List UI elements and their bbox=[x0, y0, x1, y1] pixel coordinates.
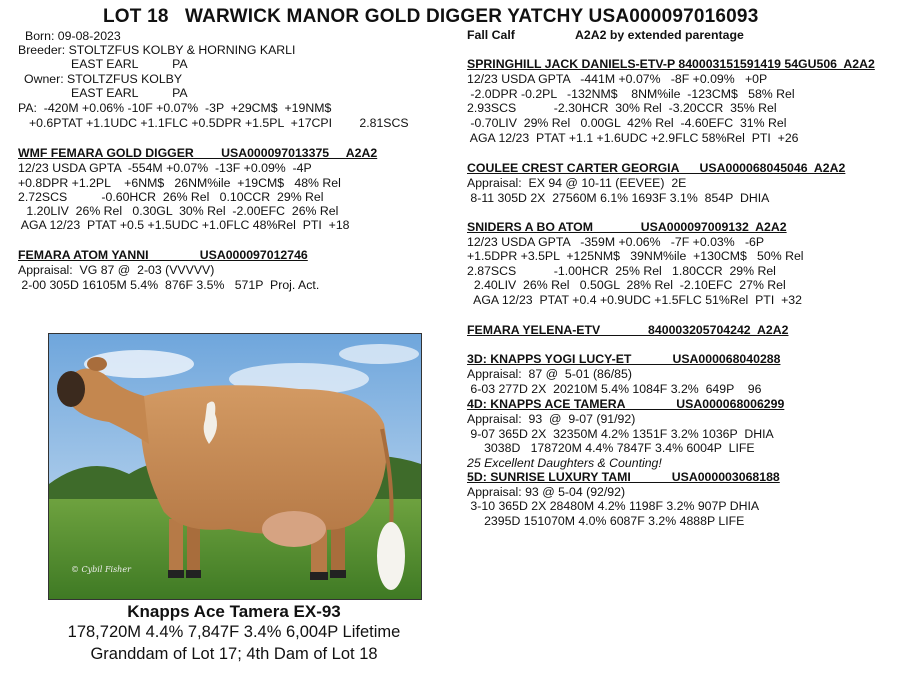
fifth-dam-line: 2395D 151070M 4.0% 6087F 3.2% 4888P LIFE bbox=[467, 514, 745, 528]
pa-line-1: PA: -420M +0.06% -10F +0.07% -3P +29CM$ +19NM$ bbox=[18, 101, 332, 115]
calf-type: Fall Calf bbox=[467, 28, 515, 42]
fourth-dam-line: 9-07 365D 2X 32350M 4.2% 1351F 3.2% 1036P DHIA bbox=[467, 427, 774, 441]
fourth-dam-note: 25 Excellent Daughters & Counting! bbox=[467, 456, 662, 470]
third-dam-heading: 3D: KNAPPS YOGI LUCY-ET USA000068040288 bbox=[467, 352, 781, 366]
owner-location: EAST EARL PA bbox=[71, 86, 188, 100]
mgs-line: 2.87SCS -1.00HCR 25% Rel 1.80CCR 29% Rel bbox=[467, 264, 776, 278]
photo-caption-name: Knapps Ace Tamera EX-93 bbox=[127, 602, 341, 621]
second-dam-heading: FEMARA YELENA-ETV 840003205704242 A2A2 bbox=[467, 323, 789, 337]
fifth-dam-line: 3-10 365D 2X 28480M 4.2% 1198F 3.2% 907P DHIA bbox=[467, 499, 760, 513]
dam-line: +0.8DPR +1.2PL +6NM$ 26NM%ile +19CM$ 48% Rel bbox=[18, 176, 341, 190]
dam-heading: WMF FEMARA GOLD DIGGER USA000097013375 A2A2 bbox=[18, 146, 378, 160]
mgs-line: +1.5DPR +3.5PL +125NM$ 39NM%ile +130CM$ 50% Rel bbox=[467, 249, 804, 263]
cow-photo bbox=[48, 333, 422, 600]
third-dam-line: 6-03 277D 2X 20210M 5.4% 1084F 3.2% 649P 96 bbox=[467, 382, 762, 396]
sire-line: -2.0DPR -0.2PL -132NM$ 8NM%ile -123CM$ 58% Rel bbox=[467, 87, 795, 101]
born-date: Born: 09-08-2023 bbox=[25, 29, 121, 43]
sires-dam-heading: COULEE CREST CARTER GEORGIA USA000068045046 A2A2 bbox=[467, 161, 846, 175]
sires-dam-line: 8-11 305D 2X 27560M 6.1% 1693F 3.1% 854P DHIA bbox=[467, 191, 770, 205]
damsire-line: 2-00 305D 16105M 5.4% 876F 3.5% 571P Proj. Act. bbox=[18, 278, 320, 292]
sire-line: -0.70LIV 29% Rel 0.00GL 42% Rel -4.60EFC 31% Rel bbox=[467, 116, 787, 130]
pa-line-2: +0.6PTAT +1.1UDC +1.1FLC +0.5DPR +1.5PL +17CPI 2.81SCS bbox=[29, 116, 409, 130]
fourth-dam-heading: 4D: KNAPPS ACE TAMERA USA000068006299 bbox=[467, 397, 785, 411]
fifth-dam-line: Appraisal: 93 @ 5-04 (92/92) bbox=[467, 485, 626, 499]
sire-line: AGA 12/23 PTAT +1.1 +1.6UDC +2.9FLC 58%Rel PTI +26 bbox=[467, 131, 799, 145]
lot-title: LOT 18 WARWICK MANOR GOLD DIGGER YATCHY USA000097016093 bbox=[103, 6, 759, 27]
fourth-dam-line: 3038D 178720M 4.4% 7847F 3.4% 6004P LIFE bbox=[467, 441, 755, 455]
genotype-note: A2A2 by extended parentage bbox=[575, 28, 744, 42]
photo-caption-stats: 178,720M 4.4% 7,847F 3.4% 6,004P Lifetime bbox=[67, 623, 401, 641]
sire-heading: SPRINGHILL JACK DANIELS-ETV-P 840003151591419 54GU506 A2A2 bbox=[467, 57, 875, 71]
damsire-heading: FEMARA ATOM YANNI USA000097012746 bbox=[18, 248, 308, 262]
fourth-dam-line: Appraisal: 93 @ 9-07 (91/92) bbox=[467, 412, 636, 426]
mgs-line: 2.40LIV 26% Rel 0.50GL 28% Rel -2.10EFC 27% Rel bbox=[467, 278, 786, 292]
mgs-line: AGA 12/23 PTAT +0.4 +0.9UDC +1.5FLC 51%Rel PTI +32 bbox=[467, 293, 802, 307]
dam-line: 1.20LIV 26% Rel 0.30GL 30% Rel -2.00EFC 26% Rel bbox=[23, 204, 339, 218]
sire-line: 2.93SCS -2.30HCR 30% Rel -3.20CCR 35% Rel bbox=[467, 101, 777, 115]
photo-caption-relation: Granddam of Lot 17; 4th Dam of Lot 18 bbox=[90, 645, 378, 663]
photo-credit: © Cybil Fisher bbox=[71, 565, 131, 574]
damsire-line: Appraisal: VG 87 @ 2-03 (VVVVV) bbox=[18, 263, 215, 277]
sires-dam-line: Appraisal: EX 94 @ 10-11 (EEVEE) 2E bbox=[467, 176, 687, 190]
owner: Owner: STOLTZFUS KOLBY bbox=[24, 72, 183, 86]
mgs-line: 12/23 USDA GPTA -359M +0.06% -7F +0.03% -6P bbox=[467, 235, 765, 249]
dam-line: 12/23 USDA GPTA -554M +0.07% -13F +0.09% -4P bbox=[18, 161, 312, 175]
fifth-dam-heading: 5D: SUNRISE LUXURY TAMI USA000003068188 bbox=[467, 470, 780, 484]
breeder-location: EAST EARL PA bbox=[71, 57, 188, 71]
dam-line: 2.72SCS -0.60HCR 26% Rel 0.10CCR 29% Rel bbox=[18, 190, 324, 204]
third-dam-line: Appraisal: 87 @ 5-01 (86/85) bbox=[467, 367, 632, 381]
sire-line: 12/23 USDA GPTA -441M +0.07% -8F +0.09% +0P bbox=[467, 72, 768, 86]
dam-line: AGA 12/23 PTAT +0.5 +1.5UDC +1.0FLC 48%Rel PTI +18 bbox=[18, 218, 350, 232]
breeder: Breeder: STOLTZFUS KOLBY & HORNING KARLI bbox=[18, 43, 296, 57]
mgs-heading: SNIDERS A BO ATOM USA000097009132 A2A2 bbox=[467, 220, 787, 234]
